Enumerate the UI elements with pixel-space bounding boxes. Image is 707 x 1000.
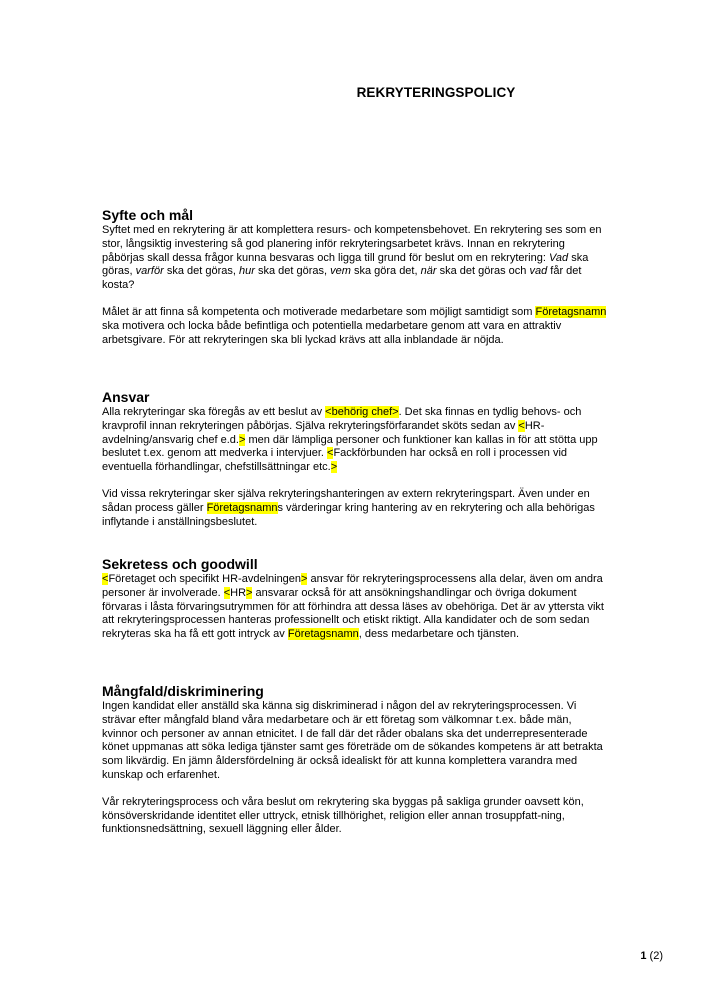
section-syfte-och-mal (102, 207, 607, 347)
paragraph: <Företaget och specifikt HR-avdelningen> ansvar för rekryteringsprocessens alla delar, även om andra personer är involverade. <HR> ansvarar också för att ansökningshandlingar och övriga dokument förvaras i låsta förvaringsutrymmen för att förhindra att dessa läses av obehöriga. Det är av yttersta vikt att rekryteringsprocessen hanteras professionellt och etiskt riktigt. Alla kandidater och de som sedan rekryteras ska ha få ett gott intryck av Företagsnamn, dess medarbetare och tjänsten. (102, 573, 604, 641)
paragraph: Vid vissa rekryteringar sker själva rekryteringshanteringen av extern rekryteringspart. Även under en sådan process gäller Företagsnamns värderingar kring hantering av en rekrytering och alla behörigas inflytande i anställningsbeslutet. (102, 487, 595, 528)
placeholder-highlight: Företagsnamn (287, 628, 359, 641)
paragraph: Syftet med en rekrytering är att komplettera resurs- och kompetensbehovet. En rekrytering ses som en stor, långsiktig investering så god planering inför rekryteringsarbetet krävs. Innan en rekrytering påbörjas skall dessa frågor kunna besvaras och ligga till grund för beslut om en rekrytering: Vad ska göras, varför ska det göras, hur ska det göras, vem ska göra det, när ska det göras och vad får det kosta? (102, 224, 602, 292)
placeholder-highlight: > (330, 461, 338, 474)
section-sekretess-och-goodwill (102, 556, 607, 642)
placeholder-highlight: Företagsnamn (535, 305, 607, 318)
page-total: (2) (649, 950, 663, 962)
section-heading: Mångfald/diskriminering (102, 683, 264, 699)
document-title: REKRYTERINGSPOLICY (356, 85, 516, 100)
page-number (640, 950, 663, 962)
placeholder-highlight: <behörig chef> (325, 406, 399, 418)
placeholder-highlight: > (246, 586, 253, 599)
paragraph: Ingen kandidat eller anställd ska känna sig diskriminerad i någon del av rekryteringsprocessen. Vi strävar efter mångfald bland våra medarbetare och är ett företag som välkomnar t.ex. både män, kvinnor och personer av annan etnicitet. I de fall där det råder obalans ska det underrepresenterade könet uppmanas att söka lediga tjänster samt ges företräde om de sökandes kompetens är att betrakta som likvärdig. En jämn åldersfördelning är också idealiskt för att kunna komplettera varandra med kunskap och erfarenhet. (102, 700, 603, 781)
paragraph: Målet är att finna så kompetenta och motiverade medarbetare som möjligt samtidigt som Företagsnamn ska motivera och locka både befintliga och potentiella medarbetare genom att vara en attraktiv arbetsgivare. För att rekryteringen ska bli lyckad krävs att alla inblandade är nöjda. (102, 305, 607, 346)
section-heading: Syfte och mål (102, 207, 194, 223)
placeholder-highlight: < (327, 447, 334, 460)
paragraph: Vår rekryteringsprocess och våra beslut om rekrytering ska byggas på sakliga grunder oavsett kön, könsöverskridande identitet eller uttryck, etnisk tillhörighet, religion eller annan trosuppfatt-ning, funktionsnedsättning, sexuell läggning eller ålder. (102, 795, 584, 836)
page-current: 1 (640, 950, 647, 962)
placeholder-highlight: Företagsnamn (206, 501, 278, 514)
section-ansvar (102, 389, 607, 529)
section-mangfald-diskriminering (102, 683, 607, 837)
placeholder-highlight: > (301, 573, 308, 585)
placeholder-highlight: < (518, 419, 525, 432)
placeholder-highlight: > (238, 433, 246, 446)
section-heading: Sekretess och goodwill (102, 556, 258, 572)
paragraph: Alla rekryteringar ska föregås av ett beslut av <behörig chef>. Det ska finnas en tydlig behovs- och kravprofil innan rekryteringen påbörjas. Själva rekryteringsförfarandet sköts sedan av <HR-avdelning/ansvarig chef e.d.> men där lämpliga personer och funktioner kan kallas in för att stötta upp beslutet t.ex. genom att medverka i intervjuer. <Fackförbunden har också en roll i processen vid eventuella förhandlingar, chefstillsättningar etc.> (102, 406, 598, 474)
placeholder-highlight: < (102, 573, 109, 585)
section-heading: Ansvar (102, 389, 150, 405)
placeholder-highlight: < (223, 586, 231, 599)
